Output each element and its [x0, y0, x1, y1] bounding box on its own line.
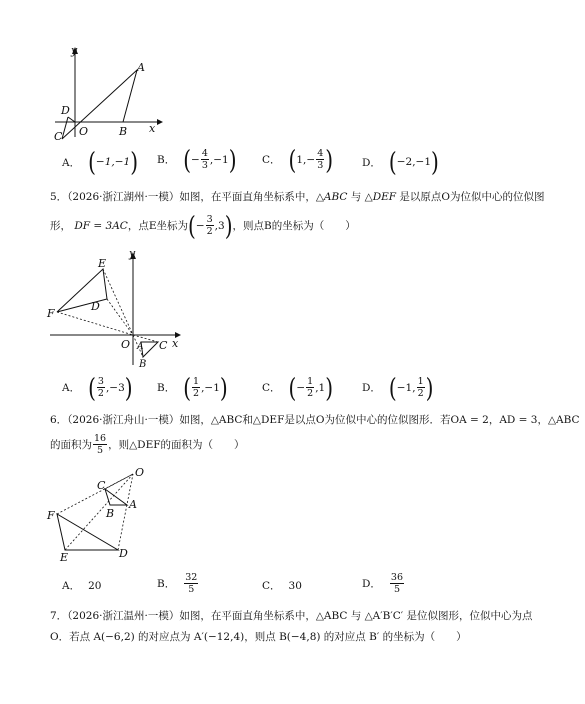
question-7-line2: O．若点 A(−6,2) 的对应点为 A′(−12,4)，则点 B(−4,8) 的对应点 B′ 的坐标为（ ）: [50, 631, 467, 643]
option-a-q5[interactable]: A． ( $\frac{3}{2}$ ,−3 ): [62, 371, 133, 404]
figure-q4: [45, 42, 165, 142]
figure-q5: [45, 245, 185, 370]
option-c-q6[interactable]: C． 30: [262, 579, 302, 592]
axis-label-y: y: [71, 44, 78, 57]
point-label-c: C: [159, 339, 168, 352]
point-label-f: F: [47, 509, 55, 522]
point-label-o: O: [135, 466, 145, 479]
point-label-e: E: [60, 551, 69, 562]
question-6-line1: 6．（2026·浙江舟山·一模）如图，△ABC和△DEF是以点O为位似中心的位似图形．若OA = 2，AD = 3，△ABC: [50, 414, 580, 426]
axis-label-x: x: [149, 122, 156, 135]
axis-label-y: y: [129, 247, 136, 260]
option-b-q5[interactable]: B． ( $\frac{1}{2}$ ,−1 ): [157, 371, 228, 404]
point-label-o: O: [121, 338, 131, 351]
point-label-b: B: [139, 359, 147, 370]
question-7-line1: 7．（2026·浙江温州·一模）如图，在平面直角坐标系中，△ABC 与 △A′B′C′ 是位似图形，位似中心为点: [50, 610, 533, 622]
point-label-e: E: [98, 257, 107, 270]
point-label-b: B: [106, 507, 115, 520]
point-label-c: C: [97, 479, 106, 492]
option-d-q6[interactable]: D． $\frac{36}{5}$: [362, 572, 404, 595]
point-label-o: O: [79, 125, 89, 138]
point-label-d: D: [91, 300, 100, 313]
option-d-q5[interactable]: D． ( −1, $\frac{1}{2}$ ): [362, 371, 434, 404]
option-c-q4[interactable]: C． ( 1,− $\frac{4}{3}$ ): [262, 143, 334, 176]
option-c-q5[interactable]: C． ( − $\frac{1}{2}$ ,1 ): [262, 371, 334, 404]
point-label-b: B: [119, 125, 128, 138]
point-label-d: D: [61, 104, 70, 117]
point-label-a: A: [137, 342, 144, 352]
question-5-line1: 5．（2026·浙江湖州·一模）如图，在平面直角坐标系中，△ABC 与 △DEF 是以原点O为位似中心的位似图: [50, 191, 545, 203]
question-5-line2: 形， DF = 3AC ，点E坐标为 ( − $\frac{3}{2}$ ,3 ) ，则点B的坐标为（ ）: [50, 209, 356, 242]
point-label-c: C: [54, 130, 63, 142]
axis-label-x: x: [172, 337, 179, 350]
option-d-q4[interactable]: D． ( −2,−1 ): [362, 146, 439, 178]
option-a-q4[interactable]: A． ( −1,−1 ): [62, 146, 139, 178]
figure-q6: [45, 462, 165, 562]
point-label-a: A: [129, 498, 137, 511]
option-b-q4[interactable]: B． ( − $\frac{4}{3}$ ,−1 ): [157, 143, 237, 176]
question-6-line2: 的面积为 $\frac{16}{5}$ ，则△DEF的面积为（ ）: [50, 433, 245, 456]
option-a-q6[interactable]: A． 20: [62, 579, 102, 592]
point-label-a: A: [137, 61, 145, 74]
option-b-q6[interactable]: B． $\frac{32}{5}$: [157, 572, 198, 595]
point-label-f: F: [47, 307, 55, 320]
point-label-d: D: [119, 547, 128, 560]
